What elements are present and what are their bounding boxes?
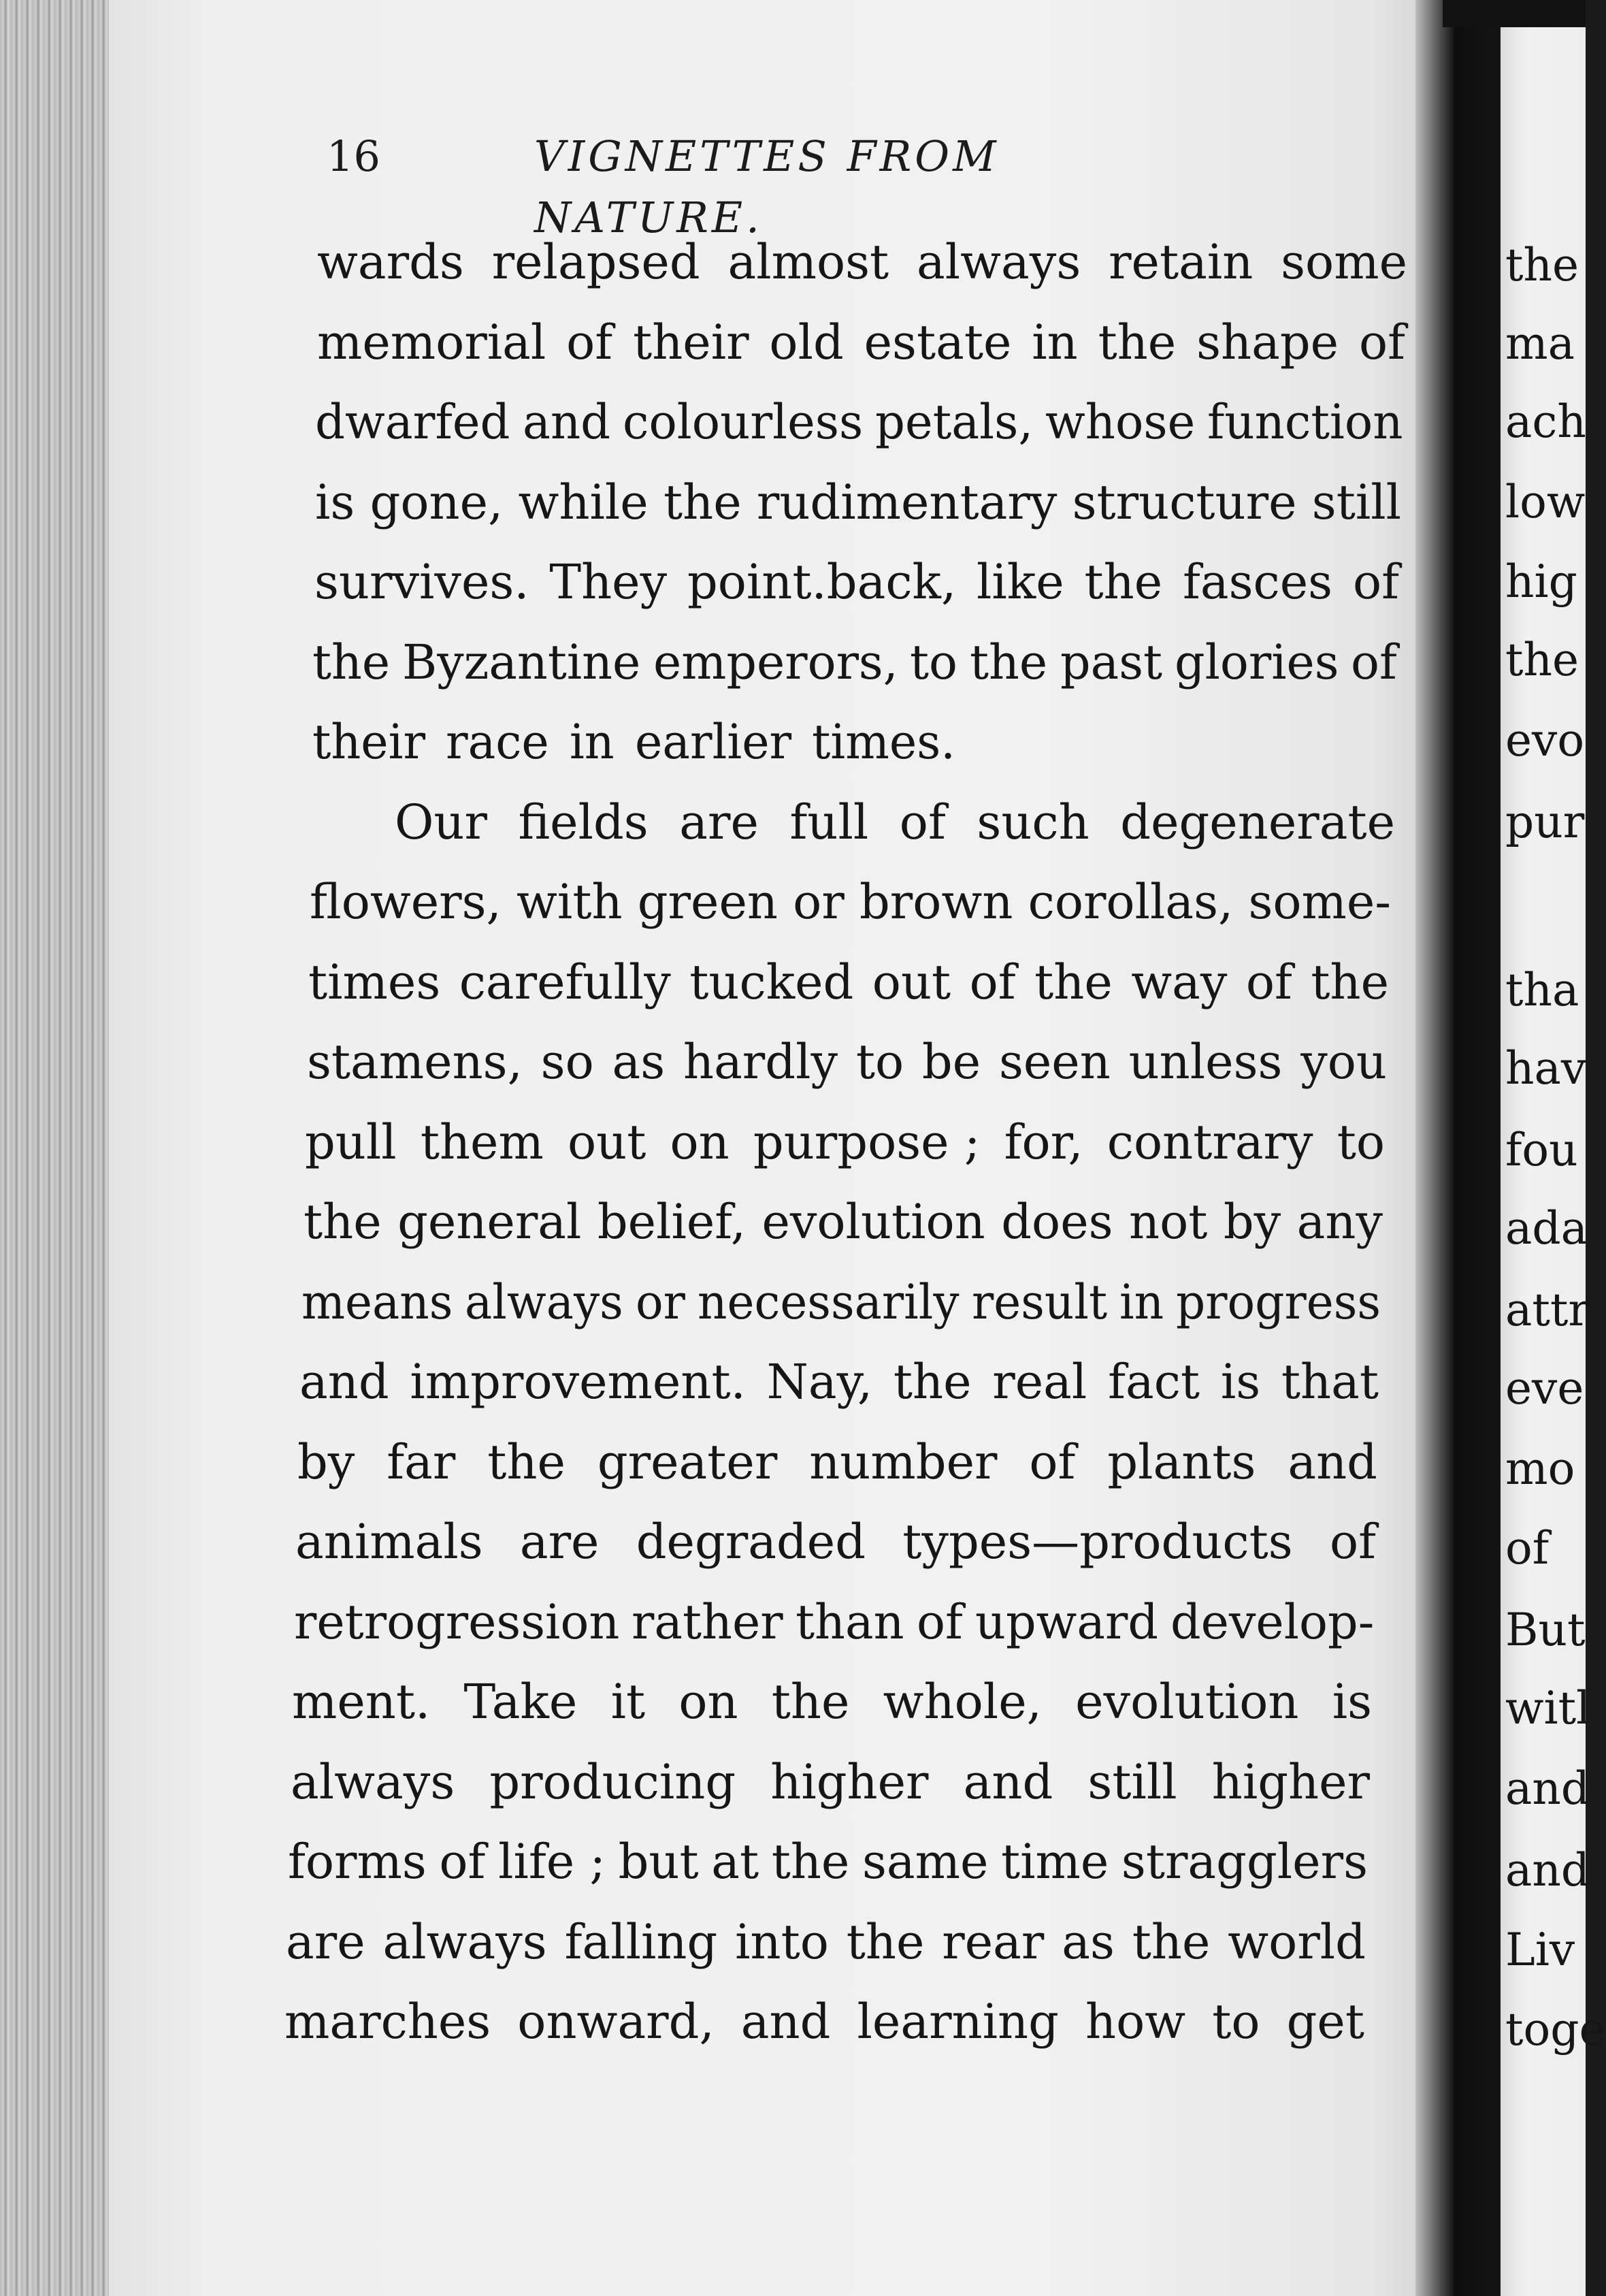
word: means — [301, 1274, 453, 1330]
word: the — [1084, 554, 1163, 610]
word: Byzantine — [402, 634, 641, 690]
word: greater — [597, 1434, 778, 1490]
running-title: VIGNETTES FROM NATURE. — [534, 131, 1000, 242]
word: into — [735, 1913, 829, 1970]
word: colourless — [622, 394, 863, 450]
text-line — [0, 1508, 1586, 1576]
word: any — [1296, 1194, 1383, 1250]
word: be — [921, 1034, 981, 1090]
word: of — [916, 1594, 963, 1650]
text-line — [0, 708, 1586, 776]
word: tucked — [689, 954, 854, 1010]
word: the — [771, 1674, 850, 1730]
word: as — [1062, 1913, 1115, 1970]
word: evolution — [761, 1194, 985, 1250]
text-line — [0, 1668, 1586, 1736]
word: the — [1034, 954, 1113, 1010]
word: and — [299, 1354, 389, 1410]
text-line — [0, 1828, 1586, 1896]
word: are — [286, 1913, 365, 1970]
word: almost — [727, 234, 889, 290]
word: always — [291, 1753, 455, 1810]
word: plants — [1107, 1434, 1256, 1490]
word: real — [992, 1354, 1087, 1410]
facing-page-line: attr — [1505, 1284, 1590, 1336]
word: the — [1132, 1913, 1211, 1970]
word: in — [569, 714, 614, 770]
word: rudimentary — [756, 474, 1058, 530]
facing-page-line: tha — [1505, 964, 1579, 1016]
word: flowers, — [310, 874, 502, 930]
word: in — [1119, 1274, 1164, 1330]
word: general — [397, 1194, 582, 1250]
word: you — [1300, 1034, 1387, 1090]
word: earlier — [634, 714, 791, 770]
word: as — [612, 1034, 666, 1090]
word: their — [633, 314, 749, 370]
word: animals — [295, 1514, 483, 1570]
word: and — [522, 394, 610, 450]
word: are — [519, 1514, 600, 1570]
text-line — [0, 1268, 1586, 1336]
word: progress — [1175, 1274, 1381, 1330]
word: the — [312, 634, 391, 690]
facing-page-line: the — [1505, 239, 1579, 291]
word: the — [1098, 314, 1177, 370]
word: such — [977, 794, 1089, 850]
word: stragglers — [1121, 1834, 1368, 1890]
word: how — [1085, 1994, 1186, 2050]
word: times. — [812, 714, 955, 770]
word: the — [487, 1434, 566, 1490]
word: structure — [1072, 474, 1297, 530]
word: corollas, — [1028, 874, 1234, 930]
word: green — [637, 874, 778, 930]
word: the — [663, 474, 742, 530]
word: to — [910, 634, 958, 690]
facing-page-line: hig — [1505, 555, 1577, 608]
word: race — [446, 714, 549, 770]
word: the — [970, 634, 1048, 690]
word: the — [771, 1834, 850, 1890]
word: it — [610, 1674, 646, 1730]
word: improvement. — [410, 1354, 746, 1410]
text-line — [0, 388, 1586, 456]
word: retrogression — [294, 1594, 620, 1650]
word: rather — [632, 1594, 784, 1650]
word: survives. — [314, 554, 529, 610]
text-line — [0, 1588, 1586, 1656]
word: on — [678, 1674, 738, 1730]
facing-page-line: and — [1505, 1762, 1590, 1815]
text-line — [0, 1348, 1586, 1416]
word: falling — [564, 1913, 718, 1970]
word: Take — [463, 1674, 578, 1730]
facing-page-line: toge — [1505, 2003, 1606, 2056]
word: and — [1288, 1434, 1377, 1490]
facing-page-line: But — [1505, 1604, 1586, 1656]
word: some- — [1248, 874, 1391, 930]
word: and — [740, 1994, 831, 2050]
word: their — [312, 714, 426, 770]
word: still — [1087, 1753, 1177, 1810]
word: stamens, — [307, 1034, 523, 1090]
word: necessarily — [698, 1274, 960, 1330]
word: onward, — [517, 1994, 715, 2050]
word: times — [308, 954, 441, 1010]
word: is — [1220, 1354, 1261, 1410]
text-line — [0, 228, 1586, 296]
text-line — [0, 948, 1586, 1016]
word: shape — [1196, 314, 1339, 370]
word: while — [518, 474, 649, 530]
word: glories — [1174, 634, 1339, 690]
word: same — [862, 1834, 989, 1890]
facing-page-line: hav — [1505, 1042, 1587, 1095]
word: higher — [770, 1753, 929, 1810]
word: number — [809, 1434, 998, 1490]
word: but — [618, 1834, 699, 1890]
word: of — [1245, 954, 1292, 1010]
word: at — [711, 1834, 759, 1890]
word: of — [1352, 554, 1399, 610]
word: far — [387, 1434, 456, 1490]
word: to — [855, 1034, 904, 1090]
word: of — [1358, 314, 1405, 370]
word: than — [796, 1594, 904, 1650]
text-line — [0, 468, 1586, 536]
word: wards — [317, 234, 464, 290]
word: that — [1281, 1354, 1379, 1410]
word: always — [465, 1274, 624, 1330]
facing-page-line: ma — [1505, 317, 1575, 370]
word: pull — [305, 1114, 397, 1170]
text-line — [0, 628, 1586, 696]
text-line — [0, 1908, 1586, 1976]
word: hardly — [683, 1034, 838, 1090]
word: on — [670, 1114, 730, 1170]
word: of — [566, 314, 613, 370]
word: develop- — [1170, 1594, 1374, 1650]
word: estate — [864, 314, 1012, 370]
facing-page-line: the — [1505, 634, 1579, 686]
word: upward — [974, 1594, 1158, 1650]
facing-page-line: of — [1505, 1522, 1550, 1574]
word: still — [1311, 474, 1401, 530]
word: get — [1286, 1994, 1364, 2050]
page-number: 16 — [327, 131, 380, 181]
word: by — [1223, 1194, 1281, 1250]
word: result — [971, 1274, 1107, 1330]
word: fact — [1108, 1354, 1200, 1410]
word: function — [1207, 394, 1403, 450]
word: dwarfed — [315, 394, 510, 450]
word: evolution — [1075, 1674, 1299, 1730]
word: Our — [395, 794, 487, 850]
word: carefully — [459, 954, 671, 1010]
word: by — [297, 1434, 355, 1490]
word: degenerate — [1120, 794, 1395, 850]
word: purpose ; — [753, 1114, 981, 1170]
word: whole, — [883, 1674, 1042, 1730]
word: some — [1281, 234, 1407, 290]
word: of — [1351, 634, 1397, 690]
word: full — [789, 794, 869, 850]
word: of — [1029, 1434, 1076, 1490]
text-line — [0, 1748, 1586, 1816]
word: point.back, — [687, 554, 957, 610]
word: the — [304, 1194, 382, 1250]
word: in — [1032, 314, 1078, 370]
text-line — [0, 1188, 1586, 1256]
text-line — [0, 1428, 1586, 1496]
word: producing — [489, 1753, 736, 1810]
word: unless — [1128, 1034, 1283, 1090]
word: life ; — [498, 1834, 606, 1890]
word: forms — [288, 1834, 427, 1890]
word: types—products — [902, 1514, 1293, 1570]
word: to — [1212, 1994, 1260, 2050]
word: fasces — [1182, 554, 1333, 610]
word: the — [1311, 954, 1389, 1010]
text-line — [0, 1028, 1586, 1096]
word: seen — [998, 1034, 1111, 1090]
word: of — [1329, 1514, 1376, 1570]
facing-page-line: ach — [1505, 395, 1586, 448]
word: way — [1131, 954, 1228, 1010]
word: does — [1001, 1194, 1113, 1250]
text-line — [0, 868, 1586, 936]
word: memorial — [317, 314, 546, 370]
facing-page-line: ada — [1505, 1202, 1588, 1255]
word: belief, — [597, 1194, 746, 1250]
facing-page-line: witl — [1505, 1682, 1591, 1734]
word: of — [439, 1834, 486, 1890]
word: marches — [284, 1994, 491, 2050]
facing-page-line: fou — [1505, 1124, 1578, 1176]
word: degraded — [636, 1514, 866, 1570]
word: out — [872, 954, 951, 1010]
word: whose — [1045, 394, 1196, 450]
word: relapsed — [491, 234, 700, 290]
word: them — [420, 1114, 544, 1170]
word: and — [963, 1753, 1053, 1810]
facing-page-line: pur — [1505, 796, 1585, 848]
word: time — [1001, 1834, 1109, 1890]
word: learning — [857, 1994, 1059, 2050]
facing-page-line: and — [1505, 1844, 1590, 1896]
word: for, — [1004, 1114, 1083, 1170]
word: They — [549, 554, 668, 610]
word: ment. — [292, 1674, 431, 1730]
word: is — [315, 474, 355, 530]
facing-page-line: low — [1505, 476, 1586, 528]
facing-page-line: mo — [1505, 1442, 1575, 1495]
word: brown — [859, 874, 1013, 930]
word: not — [1129, 1194, 1208, 1250]
word: emperors, — [653, 634, 898, 690]
word: rear — [942, 1913, 1045, 1970]
word: always — [382, 1913, 547, 1970]
text-line — [0, 1988, 1586, 2056]
word: petals, — [875, 394, 1034, 450]
text-line — [0, 1108, 1586, 1176]
word: of — [899, 794, 946, 850]
word: like — [977, 554, 1064, 610]
word: retain — [1109, 234, 1253, 290]
text-line — [0, 548, 1586, 616]
word: are — [679, 794, 759, 850]
word: or — [793, 874, 845, 930]
word: or — [636, 1274, 686, 1330]
word: always — [917, 234, 1081, 290]
text-line — [0, 788, 1586, 856]
facing-page-line: evo — [1505, 714, 1585, 766]
word: with — [517, 874, 623, 930]
facing-page-line: eve — [1505, 1362, 1584, 1414]
word: Nay, — [766, 1354, 873, 1410]
facing-page-line: Liv — [1505, 1924, 1575, 1976]
word: past — [1060, 634, 1162, 690]
word: contrary — [1107, 1114, 1313, 1170]
word: old — [769, 314, 844, 370]
word: so — [540, 1034, 594, 1090]
word: fields — [518, 794, 649, 850]
word: higher — [1211, 1753, 1370, 1810]
word: is — [1332, 1674, 1372, 1730]
word: to — [1337, 1114, 1385, 1170]
word: the — [893, 1354, 972, 1410]
text-line — [0, 308, 1586, 376]
word: the — [846, 1913, 925, 1970]
word: world — [1228, 1913, 1366, 1970]
word: of — [969, 954, 1016, 1010]
word: out — [568, 1114, 646, 1170]
word: gone, — [370, 474, 504, 530]
